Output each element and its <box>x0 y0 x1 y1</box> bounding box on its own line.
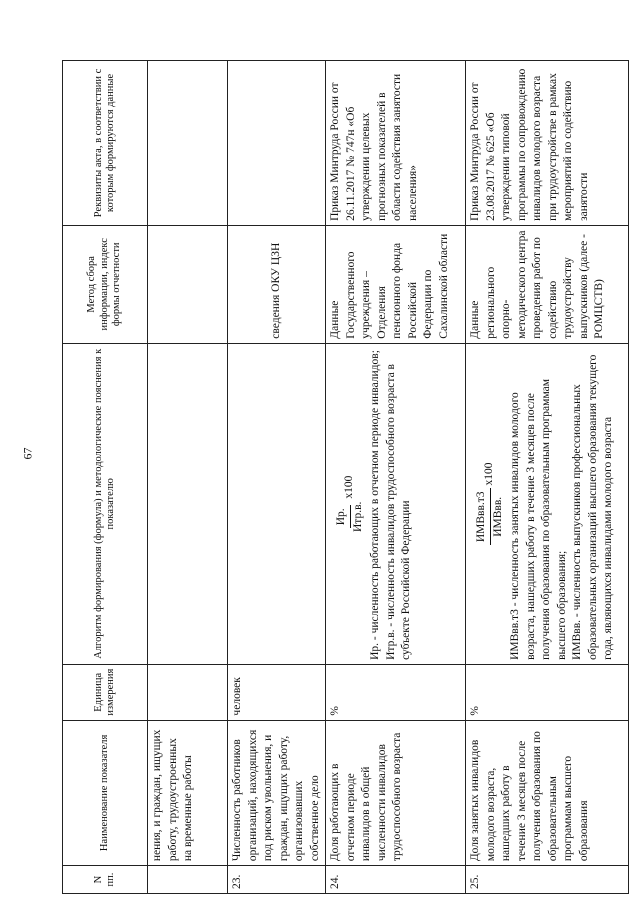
formula-multiplier: х100 <box>343 475 356 499</box>
row-name: Доля работающих в отчетном периоде инвалидов в общей численности инвалидов трудоспособного возраста <box>326 720 466 866</box>
row-unit: % <box>466 664 629 720</box>
table-row <box>228 61 326 894</box>
row-act: Приказ Минтруда России от 23.08.2017 № 625 «Об утверждении типовой программы по сопровождению инвалидов молодого возраста при трудоустройстве в рамках мероприятий по содействию занятости <box>466 61 629 226</box>
formula <box>474 348 506 660</box>
row-number: 25. <box>466 866 629 894</box>
row-unit: % <box>326 664 466 720</box>
header-act: Реквизиты акта, в соответствии с которым формируются данные <box>63 61 148 226</box>
row-algorithm <box>228 343 326 664</box>
indicators-table <box>62 60 629 894</box>
formula-denominator: ИМВвв. <box>491 496 504 537</box>
algorithm-text: Ир. - численность работающих в отчетном периоде инвалидов; Итр.в. - численность инвалидов трудоспособного возраста в субъекте Российской Федерации <box>369 350 412 660</box>
row-number <box>148 866 228 894</box>
row-unit <box>148 664 228 720</box>
row-algorithm <box>466 343 629 664</box>
row-number: 24. <box>326 866 466 894</box>
formula <box>334 348 366 660</box>
formula-numerator: ИМВвв.т3 <box>474 488 491 545</box>
formula-multiplier: х100 <box>483 462 496 486</box>
table-row <box>326 61 466 894</box>
row-name: нения, и граждан, ищущих работу, трудоустроенных на временные работы <box>148 720 228 866</box>
row-unit: человек <box>228 664 326 720</box>
formula-fraction <box>334 502 366 532</box>
row-method: Данные регионального опорно-методического центра проведения работ по содействию трудоустройству выпускников (далее - РОМЦСТВ) <box>466 225 629 343</box>
table-row <box>466 61 629 894</box>
row-number: 23. <box>228 866 326 894</box>
row-method: сведения ОКУ ЦЗН <box>228 225 326 343</box>
header-unit: Единица измерения <box>63 664 148 720</box>
rotated-table-wrapper <box>62 60 622 894</box>
header-method: Метод сбора информации, индекс формы отчетности <box>63 225 148 343</box>
table-header-row <box>63 61 148 894</box>
row-algorithm <box>148 343 228 664</box>
row-name: Доля занятых инвалидов молодого возраста, нашедших работу в течение 3 месяцев после получения образования по образовательным программам высшего образования <box>466 720 629 866</box>
row-act: Приказ Минтруда России от 26.11.2017 № 747н «Об утверждении целевых прогнозных показателей в области содействия занятости населения» <box>326 61 466 226</box>
row-method: Данные Государственного учреждения – Отделения пенсионного фонда Российской Федерации по Сахалинской области <box>326 225 466 343</box>
header-algorithm: Алгоритм формирования (формула) и методологические пояснения к показателю <box>63 343 148 664</box>
row-act <box>228 61 326 226</box>
table-row <box>148 61 228 894</box>
row-name: Численность работников организаций, находящихся под риском увольнения, и граждан, ищущих работу, организовавших собственное дело <box>228 720 326 866</box>
header-indicator-name: Наименование показателя <box>63 720 148 866</box>
row-act <box>148 61 228 226</box>
row-method <box>148 225 228 343</box>
formula-denominator: Итр.в. <box>351 501 364 532</box>
formula-numerator: Ир. <box>334 505 351 528</box>
page-number: 67 <box>20 447 35 460</box>
formula-fraction <box>474 488 506 545</box>
header-number: N пп. <box>63 866 148 894</box>
algorithm-text: ИМВвв.т3 - численность занятых инвалидов молодого возраста, нашедших работу в течение 3 месяцев после получения образования по образовательным программам высшего образования; ИМВвв. - численность выпускников профессиональных образовательных организаций высшего образования текущего года, являющихся инвалидами молодого возраста <box>509 354 614 660</box>
row-algorithm <box>326 343 466 664</box>
